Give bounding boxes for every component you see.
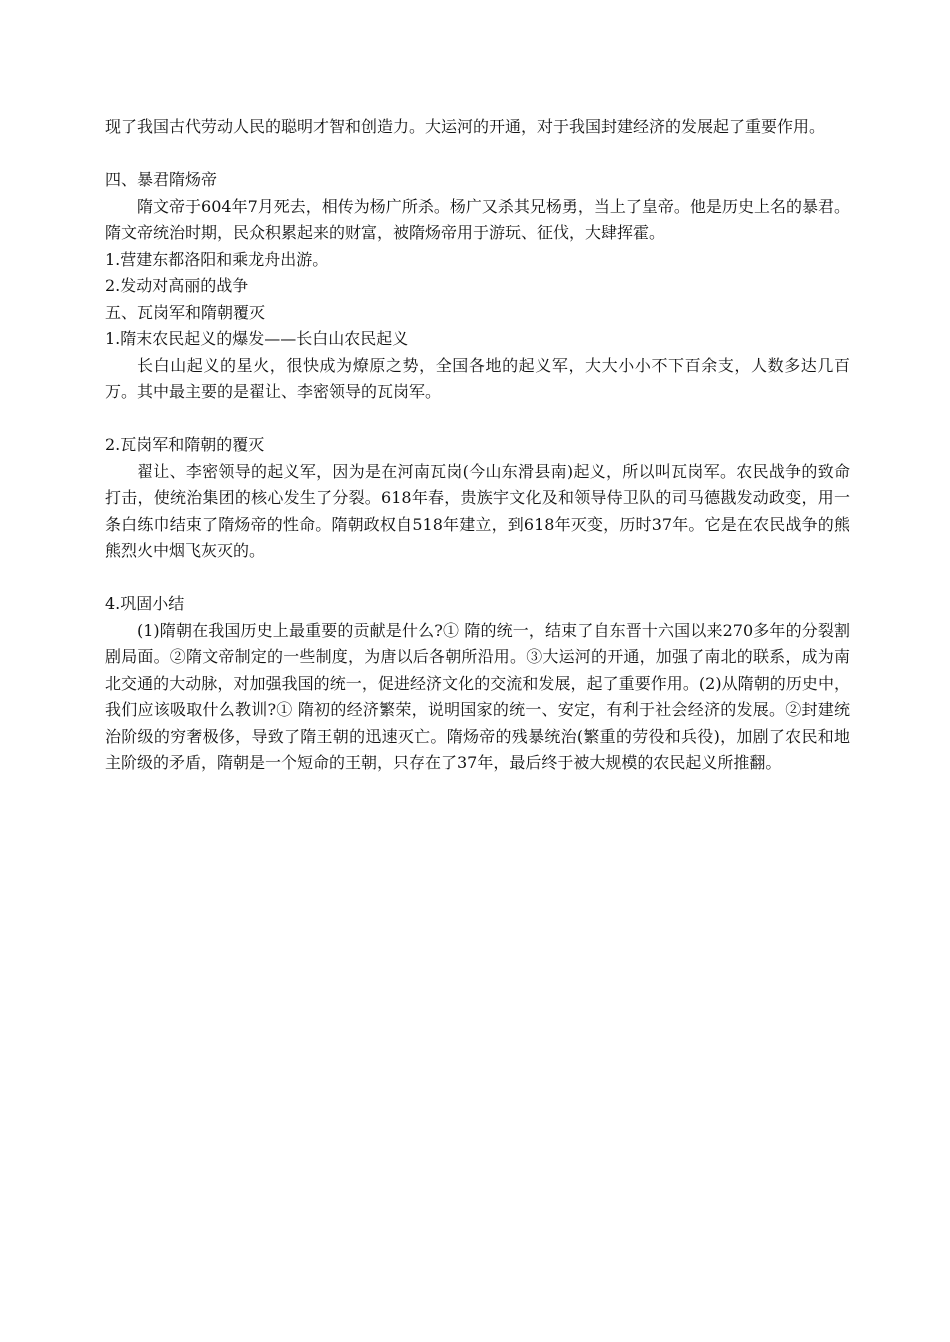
list-item-luoyang: 1.营建东都洛阳和乘龙舟出游。 [105, 249, 329, 269]
heading-section-4: 四、暴君隋炀帝 [105, 170, 218, 189]
heading-summary: 4.巩固小结 [105, 594, 185, 613]
paragraph-yang-guang: 隋文帝于604年7月死去，相传为杨广所杀。杨广又杀其兄杨勇，当上了皇帝。他是历史上名的暴君。隋文帝统治时期，民众积累起来的财富，被隋炀帝用于游玩、征伐，大肆挥霍。 [105, 196, 850, 242]
paragraph-wagang-army: 翟让、李密领导的起义军，因为是在河南瓦岗(今山东滑县南)起义，所以叫瓦岗军。农民战争的致命打击，使统治集团的核心发生了分裂。618年春，贵族宇文化及和领导侍卫队的司马德戡发动政变，用一条白练巾结束了隋炀帝的性命。隋朝政权自518年建立，到618年灭变，历时37年。它是在农民战争的熊熊烈火中烟飞灰灭的。 [105, 461, 850, 560]
blank-line [105, 406, 850, 433]
document-body [105, 114, 850, 777]
blank-line [105, 141, 850, 168]
subheading-wagang-army: 2.瓦岗军和隋朝的覆灭 [105, 435, 265, 454]
subheading-peasant-uprising: 1.隋末农民起义的爆发——长白山农民起义 [105, 329, 409, 348]
paragraph-grand-canal-conclusion: 现了我国古代劳动人民的聪明才智和创造力。大运河的开通，对于我国封建经济的发展起了重要作用。 [105, 117, 826, 136]
paragraph-summary: (1)隋朝在我国历史上最重要的贡献是什么?① 隋的统一，结束了自东晋十六国以来270多年的分裂割剧局面。②隋文帝制定的一些制度，为唐以后各朝所沿用。③大运河的开通，加强了南北的联系，成为南北交通的大动脉，对加强我国的统一，促进经济文化的交流和发展，起了重要作用。(2)从隋朝的历史中，我们应该吸取什么教训?① 隋初的经济繁荣，说明国家的统一、安定，有利于社会经济的发展。②封建统治阶级的穷奢极侈，导致了隋王朝的迅速灭亡。隋炀帝的残暴统治(繁重的劳役和兵役)，加剧了农民和地主阶级的矛盾，隋朝是一个短命的王朝，只存在了37年，最后终于被大规模的农民起义所推翻。 [105, 620, 850, 772]
list-item-goguryeo-war: 2.发动对高丽的战争 [105, 276, 249, 295]
heading-section-5: 五、瓦岗军和隋朝覆灭 [105, 302, 266, 322]
blank-line [105, 565, 850, 592]
paragraph-changbaishan: 长白山起义的星火，很快成为燎原之势，全国各地的起义军，大大小小不下百余支，人数多达几百万。其中最主要的是翟让、李密领导的瓦岗军。 [105, 355, 850, 401]
